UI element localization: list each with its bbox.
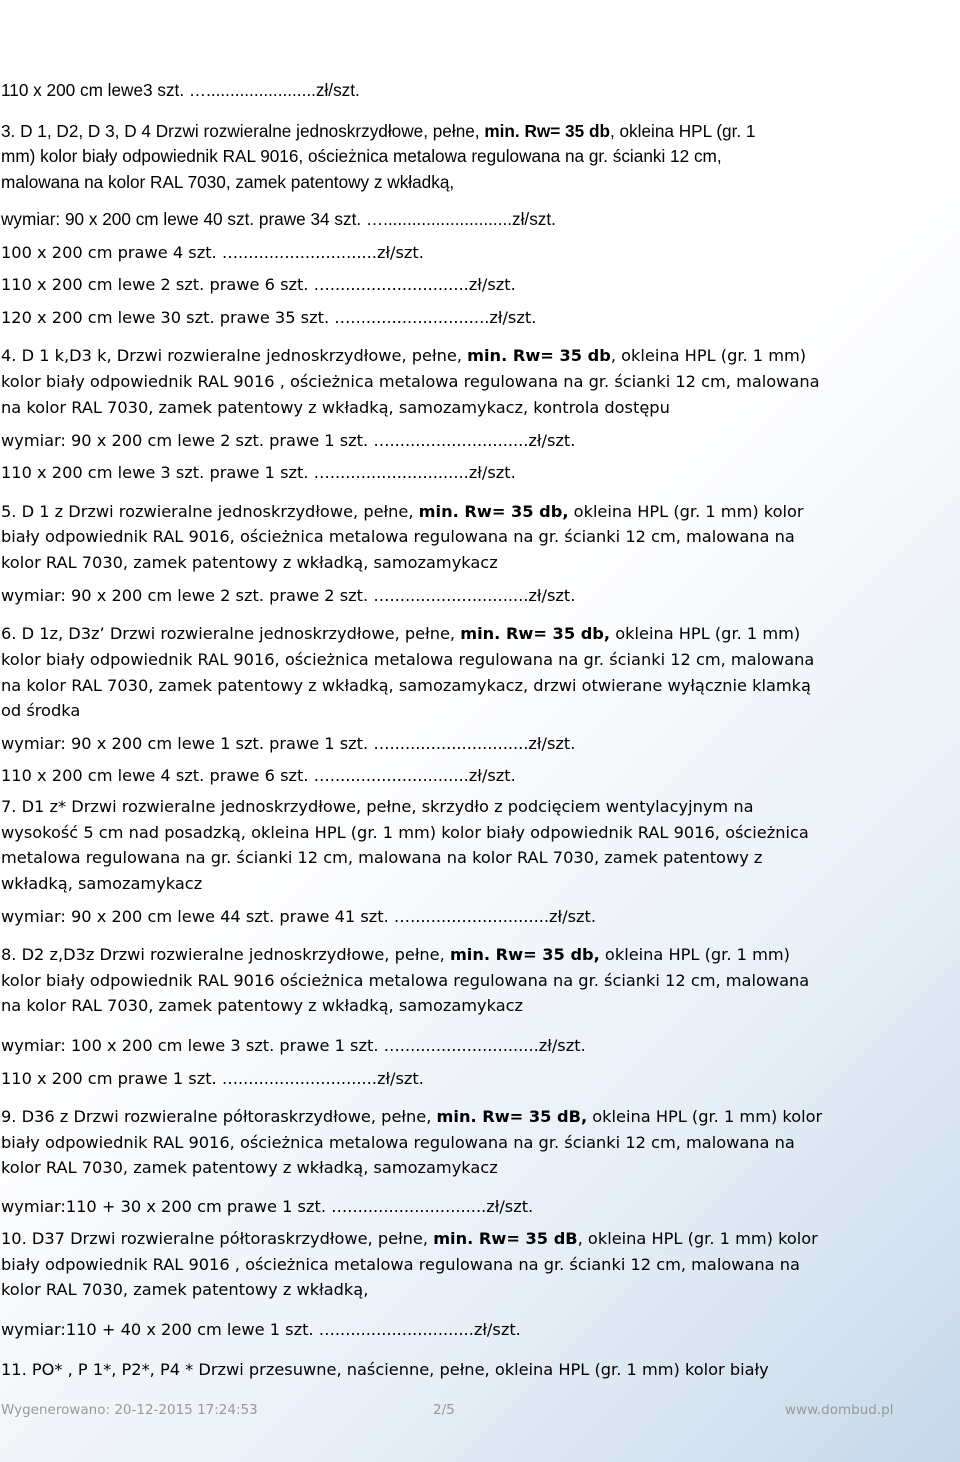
- bold-text-run: min. Rw= 35 db: [484, 121, 610, 141]
- text-line: [1, 553, 498, 573]
- text-run: 8. D2 z,D3z Drzwi rozwieralne jednoskrzydłowe, pełne,: [1, 945, 450, 964]
- text-run: metalowa regulowana na gr. ścianki 12 cm, malowana na kolor RAL 7030, zamek patentowy z: [1, 848, 763, 867]
- text-line: [1, 1197, 533, 1217]
- text-run: 4. D 1 k,D3 k, Drzwi rozwieralne jednoskrzydłowe, pełne,: [1, 346, 468, 365]
- text-run: wymiar: 90 x 200 cm lewe 2 szt. prawe 1 szt. …...........................zł/szt.: [1, 431, 576, 450]
- text-run: , okleina HPL (gr. 1 mm) kolor: [577, 1229, 818, 1248]
- text-run: wymiar:110 + 40 x 200 cm lewe 1 szt. …...........................zł/szt.: [1, 1320, 521, 1339]
- text-run: 6. D 1z, D3z’ Drzwi rozwieralne jednoskrzydłowe, pełne,: [1, 624, 461, 643]
- bold-text-run: min. Rw= 35 db,: [449, 945, 600, 964]
- text-run: wymiar: 90 x 200 cm lewe 1 szt. prawe 1 szt. …...........................zł/szt.: [1, 734, 576, 753]
- text-run: wymiar: 90 x 200 cm lewe 44 szt. prawe 41 szt. …...........................zł/szt.: [1, 907, 597, 926]
- text-run: kolor biały odpowiednik RAL 9016, ościeżnica metalowa regulowana na gr. ścianki 12 cm, malowana: [1, 650, 815, 669]
- text-run: okleina HPL (gr. 1 mm) kolor: [587, 1107, 823, 1126]
- text-run: 11. PO* , P 1*, P2*, P4 * Drzwi przesuwne, naścienne, pełne, okleina HPL (gr. 1 mm) kolor biały: [1, 1360, 769, 1379]
- text-run: , okleina HPL (gr. 1: [609, 121, 756, 141]
- text-run: 3. D 1, D2, D 3, D 4 Drzwi rozwieralne jednoskrzydłowe, pełne,: [1, 121, 485, 141]
- text-line: [1, 172, 454, 192]
- bold-text-run: min. Rw= 35 db,: [460, 624, 611, 643]
- footer-generated-timestamp: Wygenerowano: 20-12-2015 17:24:53: [1, 1402, 258, 1418]
- text-run: 120 x 200 cm lewe 30 szt. prawe 35 szt. …...........................zł/szt.: [1, 308, 537, 327]
- text-line: [1, 527, 795, 547]
- text-line: [1, 121, 755, 141]
- text-run: od środka: [1, 701, 81, 720]
- text-line: [1, 80, 360, 100]
- text-run: wymiar:110 + 30 x 200 cm prawe 1 szt. …...........................zł/szt.: [1, 1197, 534, 1216]
- text-line: [1, 945, 790, 965]
- text-line: [1, 1158, 498, 1178]
- text-run: wkładką, samozamykacz: [1, 874, 203, 893]
- text-line: [1, 1255, 800, 1275]
- text-line: [1, 1107, 822, 1127]
- text-run: na kolor RAL 7030, zamek patentowy z wkładką, samozamykacz: [1, 996, 524, 1015]
- text-line: [1, 209, 556, 229]
- text-line: [1, 734, 575, 754]
- text-run: okleina HPL (gr. 1 mm): [599, 945, 790, 964]
- text-line: [1, 275, 516, 295]
- text-line: [1, 243, 424, 263]
- text-line: [1, 624, 800, 644]
- text-run: okleina HPL (gr. 1 mm) kolor: [568, 502, 804, 521]
- text-line: [1, 146, 722, 166]
- text-line: [1, 463, 516, 483]
- text-run: malowana na kolor RAL 7030, zamek patentowy z wkładką,: [1, 172, 455, 192]
- text-line: [1, 398, 670, 418]
- text-run: wymiar: 90 x 200 cm lewe 40 szt. prawe 34 szt. …...........................zł/szt.: [1, 209, 556, 229]
- text-line: [1, 1360, 769, 1380]
- bold-text-run: min. Rw= 35 db,: [418, 502, 569, 521]
- text-line: [1, 971, 809, 991]
- text-line: [1, 372, 820, 392]
- text-run: biały odpowiednik RAL 9016 , ościeżnica metalowa regulowana na gr. ścianki 12 cm, malowana na: [1, 1255, 800, 1274]
- text-line: [1, 1133, 795, 1153]
- text-line: [1, 1229, 818, 1249]
- text-run: 5. D 1 z Drzwi rozwieralne jednoskrzydłowe, pełne,: [1, 502, 419, 521]
- text-line: [1, 308, 536, 328]
- bold-text-run: min. Rw= 35 dB: [433, 1229, 578, 1248]
- text-run: 10. D37 Drzwi rozwieralne półtoraskrzydłowe, pełne,: [1, 1229, 434, 1248]
- text-line: [1, 996, 523, 1016]
- text-run: na kolor RAL 7030, zamek patentowy z wkładką, samozamykacz, kontrola dostępu: [1, 398, 670, 417]
- text-line: [1, 1069, 424, 1089]
- text-run: 100 x 200 cm prawe 4 szt. …...........................zł/szt.: [1, 243, 424, 262]
- text-run: 110 x 200 cm lewe 3 szt. prawe 1 szt. …...........................zł/szt.: [1, 463, 516, 482]
- text-run: okleina HPL (gr. 1 mm): [610, 624, 801, 643]
- text-run: kolor RAL 7030, zamek patentowy z wkładką, samozamykacz: [1, 1158, 498, 1177]
- text-line: [1, 650, 814, 670]
- footer-site-link[interactable]: www.dombud.pl: [785, 1402, 894, 1418]
- text-line: [1, 431, 575, 451]
- text-run: 110 x 200 cm prawe 1 szt. …...........................zł/szt.: [1, 1069, 424, 1088]
- text-line: [1, 502, 804, 522]
- text-line: [1, 823, 809, 843]
- text-run: , okleina HPL (gr. 1 mm): [610, 346, 807, 365]
- text-line: [1, 346, 806, 366]
- text-run: kolor biały odpowiednik RAL 9016 ościeżnica metalowa regulowana na gr. ścianki 12 cm, malowana: [1, 971, 810, 990]
- text-line: [1, 874, 202, 894]
- text-run: kolor RAL 7030, zamek patentowy z wkładką, samozamykacz: [1, 553, 498, 572]
- text-run: kolor RAL 7030, zamek patentowy z wkładką,: [1, 1280, 369, 1299]
- bold-text-run: min. Rw= 35 db: [467, 346, 611, 365]
- text-run: wymiar: 90 x 200 cm lewe 2 szt. prawe 2 szt. …...........................zł/szt.: [1, 586, 576, 605]
- text-run: mm) kolor biały odpowiednik RAL 9016, ościeżnica metalowa regulowana na gr. ścianki 12 cm,: [1, 146, 722, 166]
- text-run: wymiar: 100 x 200 cm lewe 3 szt. prawe 1 szt. …...........................zł/szt.: [1, 1036, 586, 1055]
- text-run: na kolor RAL 7030, zamek patentowy z wkładką, samozamykacz, drzwi otwierane wyłącznie klamką: [1, 676, 811, 695]
- text-line: [1, 848, 762, 868]
- text-line: [1, 586, 575, 606]
- text-line: [1, 1280, 368, 1300]
- text-line: [1, 1036, 586, 1056]
- text-run: biały odpowiednik RAL 9016, ościeżnica metalowa regulowana na gr. ścianki 12 cm, malowana na: [1, 527, 795, 546]
- text-run: 110 x 200 cm lewe 2 szt. prawe 6 szt. …...........................zł/szt.: [1, 275, 516, 294]
- text-line: [1, 676, 811, 696]
- text-line: [1, 701, 80, 721]
- text-run: kolor biały odpowiednik RAL 9016 , ościeżnica metalowa regulowana na gr. ścianki 12 cm, malowana: [1, 372, 820, 391]
- page-footer: [0, 1402, 960, 1422]
- bold-text-run: min. Rw= 35 dB,: [436, 1107, 588, 1126]
- footer-page-number: 2/5: [433, 1402, 455, 1418]
- text-run: 110 x 200 cm lewe 4 szt. prawe 6 szt. …...........................zł/szt.: [1, 766, 516, 785]
- text-line: [1, 797, 754, 817]
- text-run: wysokość 5 cm nad posadzką, okleina HPL (gr. 1 mm) kolor biały odpowiednik RAL 9016, ościeżnica: [1, 823, 809, 842]
- text-line: [1, 1320, 521, 1340]
- text-run: biały odpowiednik RAL 9016, ościeżnica metalowa regulowana na gr. ścianki 12 cm, malowana na: [1, 1133, 795, 1152]
- text-line: [1, 907, 596, 927]
- text-run: 110 x 200 cm lewe3 szt. ….......................zł/szt.: [1, 80, 360, 100]
- text-run: 7. D1 z* Drzwi rozwieralne jednoskrzydłowe, pełne, skrzydło z podcięciem wentylacyjnym na: [1, 797, 754, 816]
- text-line: [1, 766, 516, 786]
- text-run: 9. D36 z Drzwi rozwieralne półtoraskrzydłowe, pełne,: [1, 1107, 437, 1126]
